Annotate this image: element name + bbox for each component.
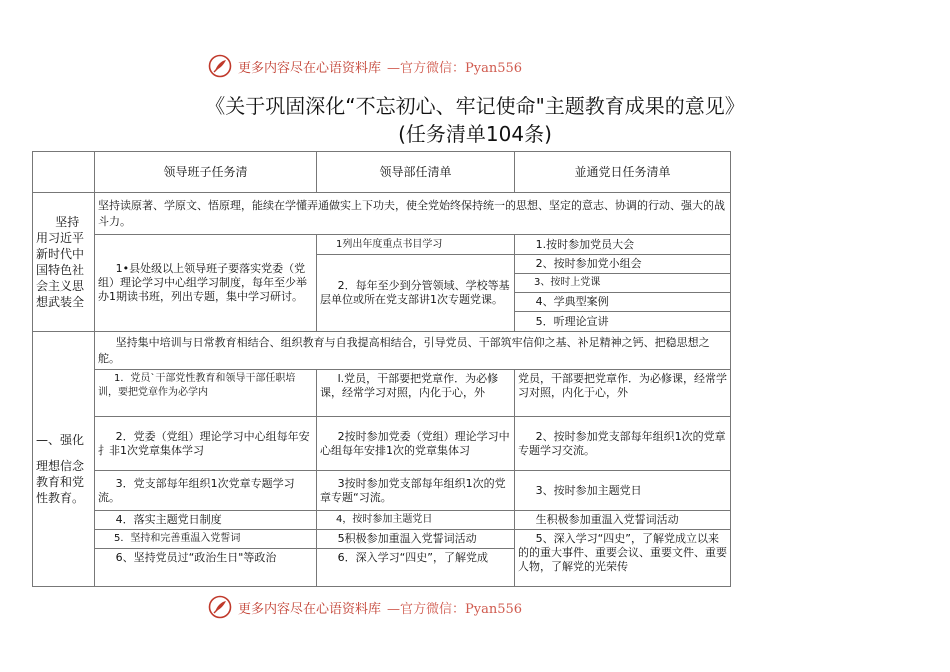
watermark-bottom xyxy=(208,594,522,620)
section2-member-task-3: 3、按时参加主题党日 xyxy=(515,471,731,511)
document-title: 《关于巩固深化“不忘初心、牢记使命"主题教育成果的意见》 xyxy=(205,94,745,118)
section2-leader-task-1: l.党员，干部要把党章作．为必修课，经常学习对照，内化于心，外 xyxy=(317,370,515,417)
section1-member-task-4: 4、学典型案例 xyxy=(515,293,731,312)
watermark-text: 更多内容尽在心语资料库 xyxy=(238,60,382,76)
table-row xyxy=(33,332,731,370)
section1-label: 坚持用习近平新时代中国特色社会主义思想武装全 xyxy=(33,193,95,332)
section1-intro: 坚持读原著、学原文、悟原理，能续在学懂弄通做实上下功夫，使全党始终保持统一的思想、坚定的意志、协调的行动、强大的战斗力。 xyxy=(95,193,731,235)
section2-member-task-2: 2、按时参加党支部每年组织1次的党章专题学习交流。 xyxy=(515,417,731,471)
section1-leader-task-a: 1列出年度重点书目学习 xyxy=(317,235,515,255)
header-cell-blank xyxy=(33,152,95,193)
section2-leadership-task-4: 4．落实主题党日制度 xyxy=(95,511,317,530)
section2-leader-task-3: 3按时参加党支部每年组织1次的党章专题“习流。 xyxy=(317,471,515,511)
section2-leader-task-6: 6．深入学习“四史”，了解党成 xyxy=(317,549,515,587)
feather-pen-logo-icon xyxy=(208,54,232,78)
section2-member-task-5: 5、深入学习“四史”，了解党成立以来的的重大事件、重要会议、重要文件、重要人物，了解党的光荣传 xyxy=(515,530,731,587)
table-row xyxy=(33,417,731,471)
section2-leadership-task-1: 1．党员`干部党性教育和领导干部任职培训，要把党章作为必学内 xyxy=(95,370,317,417)
watermark-text: 更多内容尽在心语资料库 xyxy=(238,601,382,617)
section2-label xyxy=(33,332,95,587)
section2-intro: 坚持集中培训与日常教育相结合、组织教育与自我提高相结合，引导党员、干部筑牢信仰之基、补足精神之钙、把稳思想之舵。 xyxy=(95,332,731,370)
section1-member-task-3: 3、按时上党课 xyxy=(515,274,731,293)
document-subtitle: (任务清单104条) xyxy=(398,122,552,146)
header-cell-leadership: 领导班子任务清 xyxy=(95,152,317,193)
feather-pen-logo-icon xyxy=(208,595,232,619)
section1-leader-task-b: 2．每年至少到分管领域、学校等基层单位或所在党支部讲1次专题党课。 xyxy=(317,255,515,332)
section1-leadership-task: 1•县处级以上领导班子要落实党委（党组）理论学习中心组学习制度，每年至少举办1期读书班，列出专题，集中学习研讨。 xyxy=(95,235,317,332)
watermark-wechat: —官方微信：Pyan556 xyxy=(387,60,523,76)
watermark-wechat: —官方微信：Pyan556 xyxy=(387,601,523,617)
table-row xyxy=(33,235,731,255)
table-row xyxy=(33,530,731,549)
table-row xyxy=(33,370,731,417)
section2-leadership-task-5: 5．坚持和完善重温入党誓词 xyxy=(95,530,317,549)
section2-leadership-task-3: 3．党支部每年组织1次党章专题学习流。 xyxy=(95,471,317,511)
header-cell-members: 並通党日任务清单 xyxy=(515,152,731,193)
header-cell-leaders: 领导部任清单 xyxy=(317,152,515,193)
table-row xyxy=(33,193,731,235)
table-row xyxy=(33,471,731,511)
section2-leader-task-4: 4，按时参加主题党日 xyxy=(317,511,515,530)
section2-member-task-4: 生积极参加重温入党誓词活动 xyxy=(515,511,731,530)
section1-member-task-1: 1.按时参加党员大会 xyxy=(515,235,731,255)
section2-leadership-task-2: 2．党委（党组）理论学习中心组每年安扌非1次党章集体学习 xyxy=(95,417,317,471)
watermark-top xyxy=(208,53,522,79)
task-list-table xyxy=(32,151,731,587)
section1-member-task-5: 5．听理论宣讲 xyxy=(515,312,731,332)
section2-member-task-1: 党员，干部要把党章作．为必修课，经常学习对照，内化于心，外 xyxy=(515,370,731,417)
section2-label-a: —、强化 xyxy=(36,433,85,447)
section2-leadership-task-6: 6、坚持党员过“政治生日"等政治 xyxy=(95,549,317,587)
section1-member-task-2: 2、按时参加党小组会 xyxy=(515,255,731,274)
section2-leader-task-2: 2按时参加党委（党组）理论学习中心组每年安排1次的党章集体习 xyxy=(317,417,515,471)
section2-label-b: 理想信念教育和党性教育。 xyxy=(36,459,85,505)
section2-leader-task-5: 5积极参加重温入党誓词活动 xyxy=(317,530,515,549)
table-row xyxy=(33,511,731,530)
table-header-row xyxy=(33,152,731,193)
